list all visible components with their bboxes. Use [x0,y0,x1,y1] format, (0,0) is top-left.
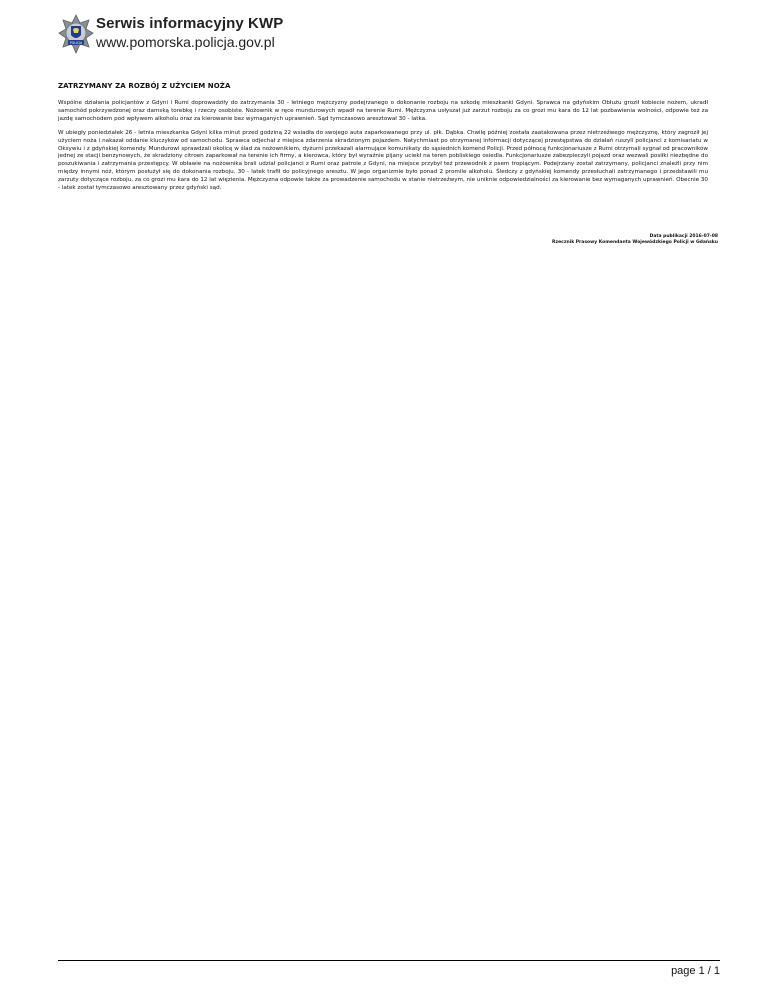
header [58,14,718,58]
article-lead: Wspólne działania policjantów z Gdyni i Rumi doprowadziły do zatrzymania 30 - letniego mężczyzny podejrzanego o dokonanie rozboju na szkodę mieszkanki Gdyni. Sprawca na gdyńskim Obłużu groził kobiecie nożem, ukradł samochód pokrzywdzonej oraz damską torebkę i rzeczy osobiste. Nożownik w ręce mundurowych wpadł na terenie Rumi. Mężczyzna usłyszał już zarzut rozboju za co grozi mu kara do 12 lat pozbawienia wolności, odpowie też za jazdę samochodem pod wpływem alkoholu oraz za kierowanie bez wymaganych uprawnień. Sąd tymczasowo aresztował 30 - latka. [58,100,708,122]
police-star-badge-icon [58,14,94,56]
article [58,82,708,193]
logo-text: POLICJA [69,41,83,45]
site-title: Serwis informacyjny KWP [96,15,284,32]
publication-meta [552,234,718,246]
publication-author: Rzecznik Prasowy Komendanta Wojewódzkiego Policji w Gdańsku [552,240,718,245]
article-body: W ubiegły poniedziałek 26 - letnia mieszkanka Gdyni kilka minut przed godziną 22 wsiadła do swojego auta zaparkowanego przy ul. płk. Dąbka. Chwilę później została zaatakowana przez nietrzeźwego mężczyznę, który zagroził jej użyciem noża i nakazał oddanie kluczyków od samochodu. Sprawca odjechał z miejsca zdarzenia skradzionym pojazdem. Natychmiast po otrzymanej informacji dotyczącej przestępstwa do działań ruszyli policjanci z komisariatu w Oksywiu i z gdyńskiej komendy. Mundurowi sprawdzali okolicę w ślad za nożownikiem, dyżurni przekazali alarmujące komunikaty do sąsiednich komend Policji. Przed północą funkcjonariusze z Rumi otrzymali sygnał od pracowników jednej ze stacji benzynowych, że skradziony citroen zaparkował na terenie ich firmy, a kierowca, który był wyraźnie pijany uciekł na teren pobliskiego osiedla. Funkcjonariusze zabezpieczyli pojazd oraz wezwali posiłki niezbędne do poszukiwania i zatrzymania przestępcy. W obławie na nożownika brali udział policjanci z Rumi oraz patrole z Gdyni, na miejsce przybył też przewodnik z psem tropiącym. Podejrzany został zatrzymany, policjanci znaleźli przy nim między innymi nóż, którym posłużył się do dokonania rozboju. 30 - latek trafił do policyjnego aresztu. W jego organizmie było ponad 2 promile alkoholu. Śledczy z gdyńskiej komendy przesłuchali zatrzymanego i przedstawili mu zarzuty dotyczące rozboju, za co grozi mu kara do 12 lat więzienia. Mężczyzna odpowie także za prowadzenie samochodu w stanie nietrzeźwym, nie uniknie odpowiedzialności za kierowanie bez wymaganych uprawnień. Obecnie 30 - latek został tymczasowo aresztowany przez gdyński sąd. [58,129,708,192]
page-number: page 1 / 1 [671,965,720,977]
article-title: ZATRZYMANY ZA ROZBÓJ Z UŻYCIEM NOŻA [58,82,231,90]
publication-date: Data publikacji 2016-07-08 [649,234,718,239]
footer-divider [58,960,720,961]
site-url: www.pomorska.policja.gov.pl [96,34,275,50]
